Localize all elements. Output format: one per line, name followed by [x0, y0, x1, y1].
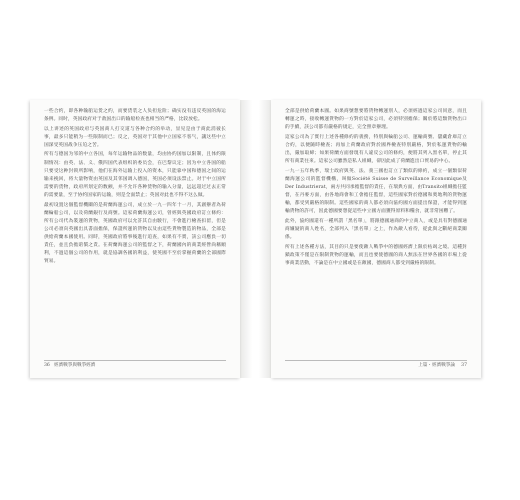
right-page-footer	[285, 362, 467, 370]
running-title: 經濟戰爭與戰爭經濟	[54, 363, 96, 368]
paragraph: 所有上述各種方法，其目的只是要使敵人戰爭中的德國經濟上限於枯竭之境。這種封鎖政策不僅是在限制貨物的運輸，而且也要使德國的商人無法在世界各國的市場上從事商業活動，不論是在中立國或是在敵國，德國商人都受到嚴格的限制。	[285, 244, 467, 266]
paragraph: 這家公司為了實行上述各種條約的義務，特別與輪船公司、運輸商號、儲藏倉庫訂立合約，以便隨時檢查；再加上荷蘭政府對於國界檢查特別嚴格，對於私運貨物的輸出，嚴加取締；如果荷蘭方面發現有人違反公司的條約，便將其列入黑名單，停止其所有商業往來。這家公司雖然是私人組織，卻因此成了荷蘭進出口貿易的中心。	[285, 134, 467, 165]
left-page	[30, 100, 240, 378]
paragraph: 以上讲述的英国政府与英国商人打交道与各种合约的举动，显见是由于商此消彼长事，最多只能稍为一些限制而已；反之，英国对于其他中立国家不客气，讓这些中立国深受英国战争压迫之苦。	[44, 126, 226, 148]
paragraph: 所有与德国为邻的中立各国，每年运输物品的数量，均由协约国加以限制，且体约限制情况：由英、法、义、俄四国代表组织的委员会，在巴黎议定；因为中立各国的船只要受这种封锁所影响，他们在海外运输上投入的资本，只能靠中国和德国之间的运输来挽回，将大量物资由英国及其邻国调入德国，英国必须设法禁止。对于中立国所需要的货物，政府所划定的数额，并不允许各种货物的输入分量，远远超过过去正常的需要量，至于协约国家的运输，则是全面禁止；英国对此也不得不这么做。	[44, 152, 226, 198]
page-number: 36	[44, 363, 50, 368]
footer-rule	[44, 360, 226, 361]
right-page-text	[285, 108, 467, 269]
left-page-footer	[44, 362, 226, 370]
right-page	[271, 100, 481, 378]
running-title: 上篇・經濟戰爭論	[418, 363, 455, 368]
book-gutter	[240, 100, 271, 378]
page-number: 37	[461, 363, 467, 368]
paragraph: 最初设置这個監督機關的是荷蘭海運公司，成立於一九一四年十一月，其創辦者為荷蘭輪船公司，以及荷蘭銀行及商號。這家荷蘭海運公司，曾經與英國政府訂立條約：所有公司代為裝運的貨物，英國政府可以允許其自由駛行，不會進行檢查扣留，但是公司必須向英國出具書面擔保，保證所運的貨物以及由這些貨物製造的物品，全部是供給荷蘭本國使用。同時，英國政府將事後進行追查，如果有不實，該公司應負一切責任，並且負擔賠償之責。在荷蘭海運公司的監督之下，荷蘭國內的商業經營尚稱順利，不過這個公司的作用，就是協調各國的利益，使英國不至於掌握荷蘭的全部國際貿易。	[44, 202, 226, 265]
footer-rule	[285, 360, 467, 361]
paragraph: 一些合约，即各种输船运货之约，而要货装之人负担危险；确实没有违反英国的海运条例。同时，英国政府对于敌国出口的输船检查也相当的严格，比较放松。	[44, 109, 226, 123]
paragraph: 全部是供給荷蘭本國。如果商號想要將貨物轉運別人，必須經過這家公司同意，而且轉運之時，接收轉運貨物的一方對於這家公司，必須特別擔保；關於將這類貨物出口的手續，該公司都有嚴格的規定，完全照章辦理。	[285, 109, 467, 131]
left-page-text	[44, 108, 226, 268]
paragraph: 此外，協約國還有一種所謂「黑名單」，將跟德國通商的中立商人，或是具有對德國通商嫌疑的商人姓名，全部列入「黑名單」之上，作為敵人看待，從此與之斷絕商業關係。	[285, 218, 467, 240]
paragraph: 一九一五年秋季，瑞士政府與英、法、義三國也訂立了類似的條約，成立一個類似荷蘭海運公司的監督機構，叫做Société Suisse de Surveillance Economique及Der Industrierat，兩方共同承擔監督的責任，在瑞典方面，由Transito組織擔任監督，在丹麥方面，由各地商會和工會擔任監督，這些國家對於德國和奧地利的貨物運輸，都受到嚴格的限制。這些國家的商人都必須向協約國方面提出保證，才能得到運輸貨物的許可，因此德國要想從這些中立國方面獲得原料和糧食，就非常困難了。	[285, 168, 467, 215]
